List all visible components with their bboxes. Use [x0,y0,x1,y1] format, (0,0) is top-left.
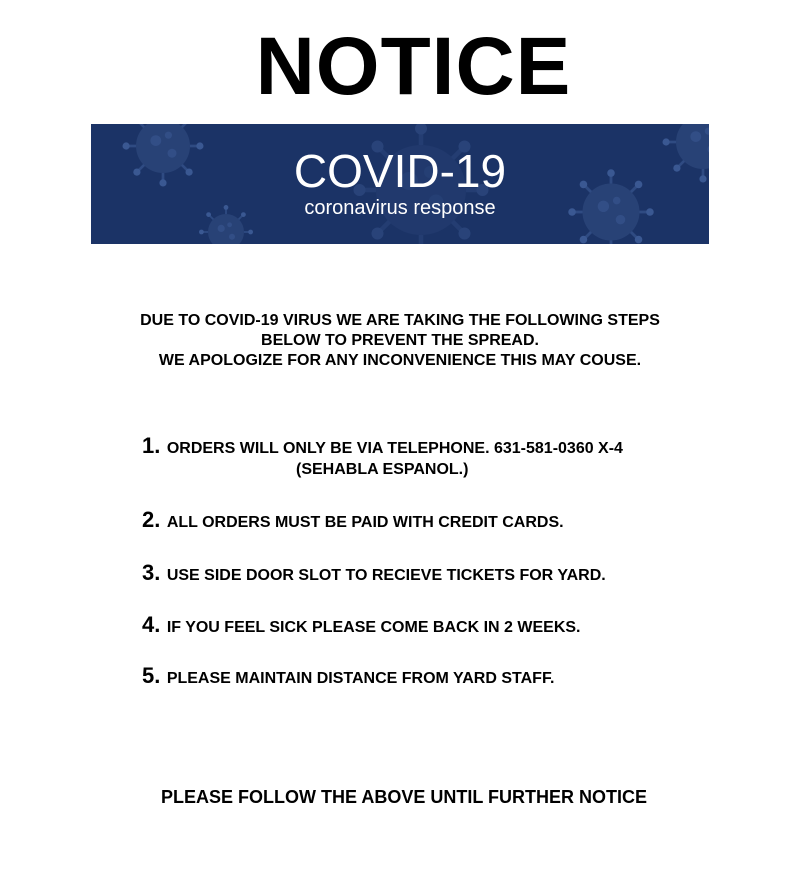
step-text: ORDERS WILL ONLY BE VIA TELEPHONE. 631-581-0360 X-4 [166,440,623,457]
step-item [142,612,581,638]
step-number: 1. [142,433,161,458]
step-number: 5. [142,663,161,688]
intro-line: WE APOLOGIZE FOR ANY INCONVENIENCE THIS MAY COUSE. [158,352,642,369]
banner-title: COVID-19 [293,145,507,197]
step-text: USE SIDE DOOR SLOT TO RECIEVE TICKETS FOR YARD. [166,567,606,584]
banner-subtitle: coronavirus response [304,197,496,219]
intro-line: DUE TO COVID-19 VIRUS WE ARE TAKING THE FOLLOWING STEPS [140,312,660,329]
step-number: 3. [142,560,161,585]
step-text: IF YOU FEEL SICK PLEASE COME BACK IN 2 WEEKS. [166,619,581,636]
footer-notice: PLEASE FOLLOW THE ABOVE UNTIL FURTHER NOTICE [161,787,647,807]
step-number: 2. [142,507,161,532]
step-number: 4. [142,612,161,637]
notice-title: NOTICE [255,21,572,112]
step-item [142,663,555,689]
step-item [142,507,564,533]
step-item [142,433,623,478]
covid-banner [91,124,709,244]
step-item [142,560,606,586]
step-text: PLEASE MAINTAIN DISTANCE FROM YARD STAFF. [166,670,555,687]
step-text: ALL ORDERS MUST BE PAID WITH CREDIT CARDS. [166,514,564,531]
intro-statement [90,311,710,371]
step-text-continuation: (SEHABLA ESPANOL.) [296,461,469,478]
intro-line: BELOW TO PREVENT THE SPREAD. [261,332,539,349]
